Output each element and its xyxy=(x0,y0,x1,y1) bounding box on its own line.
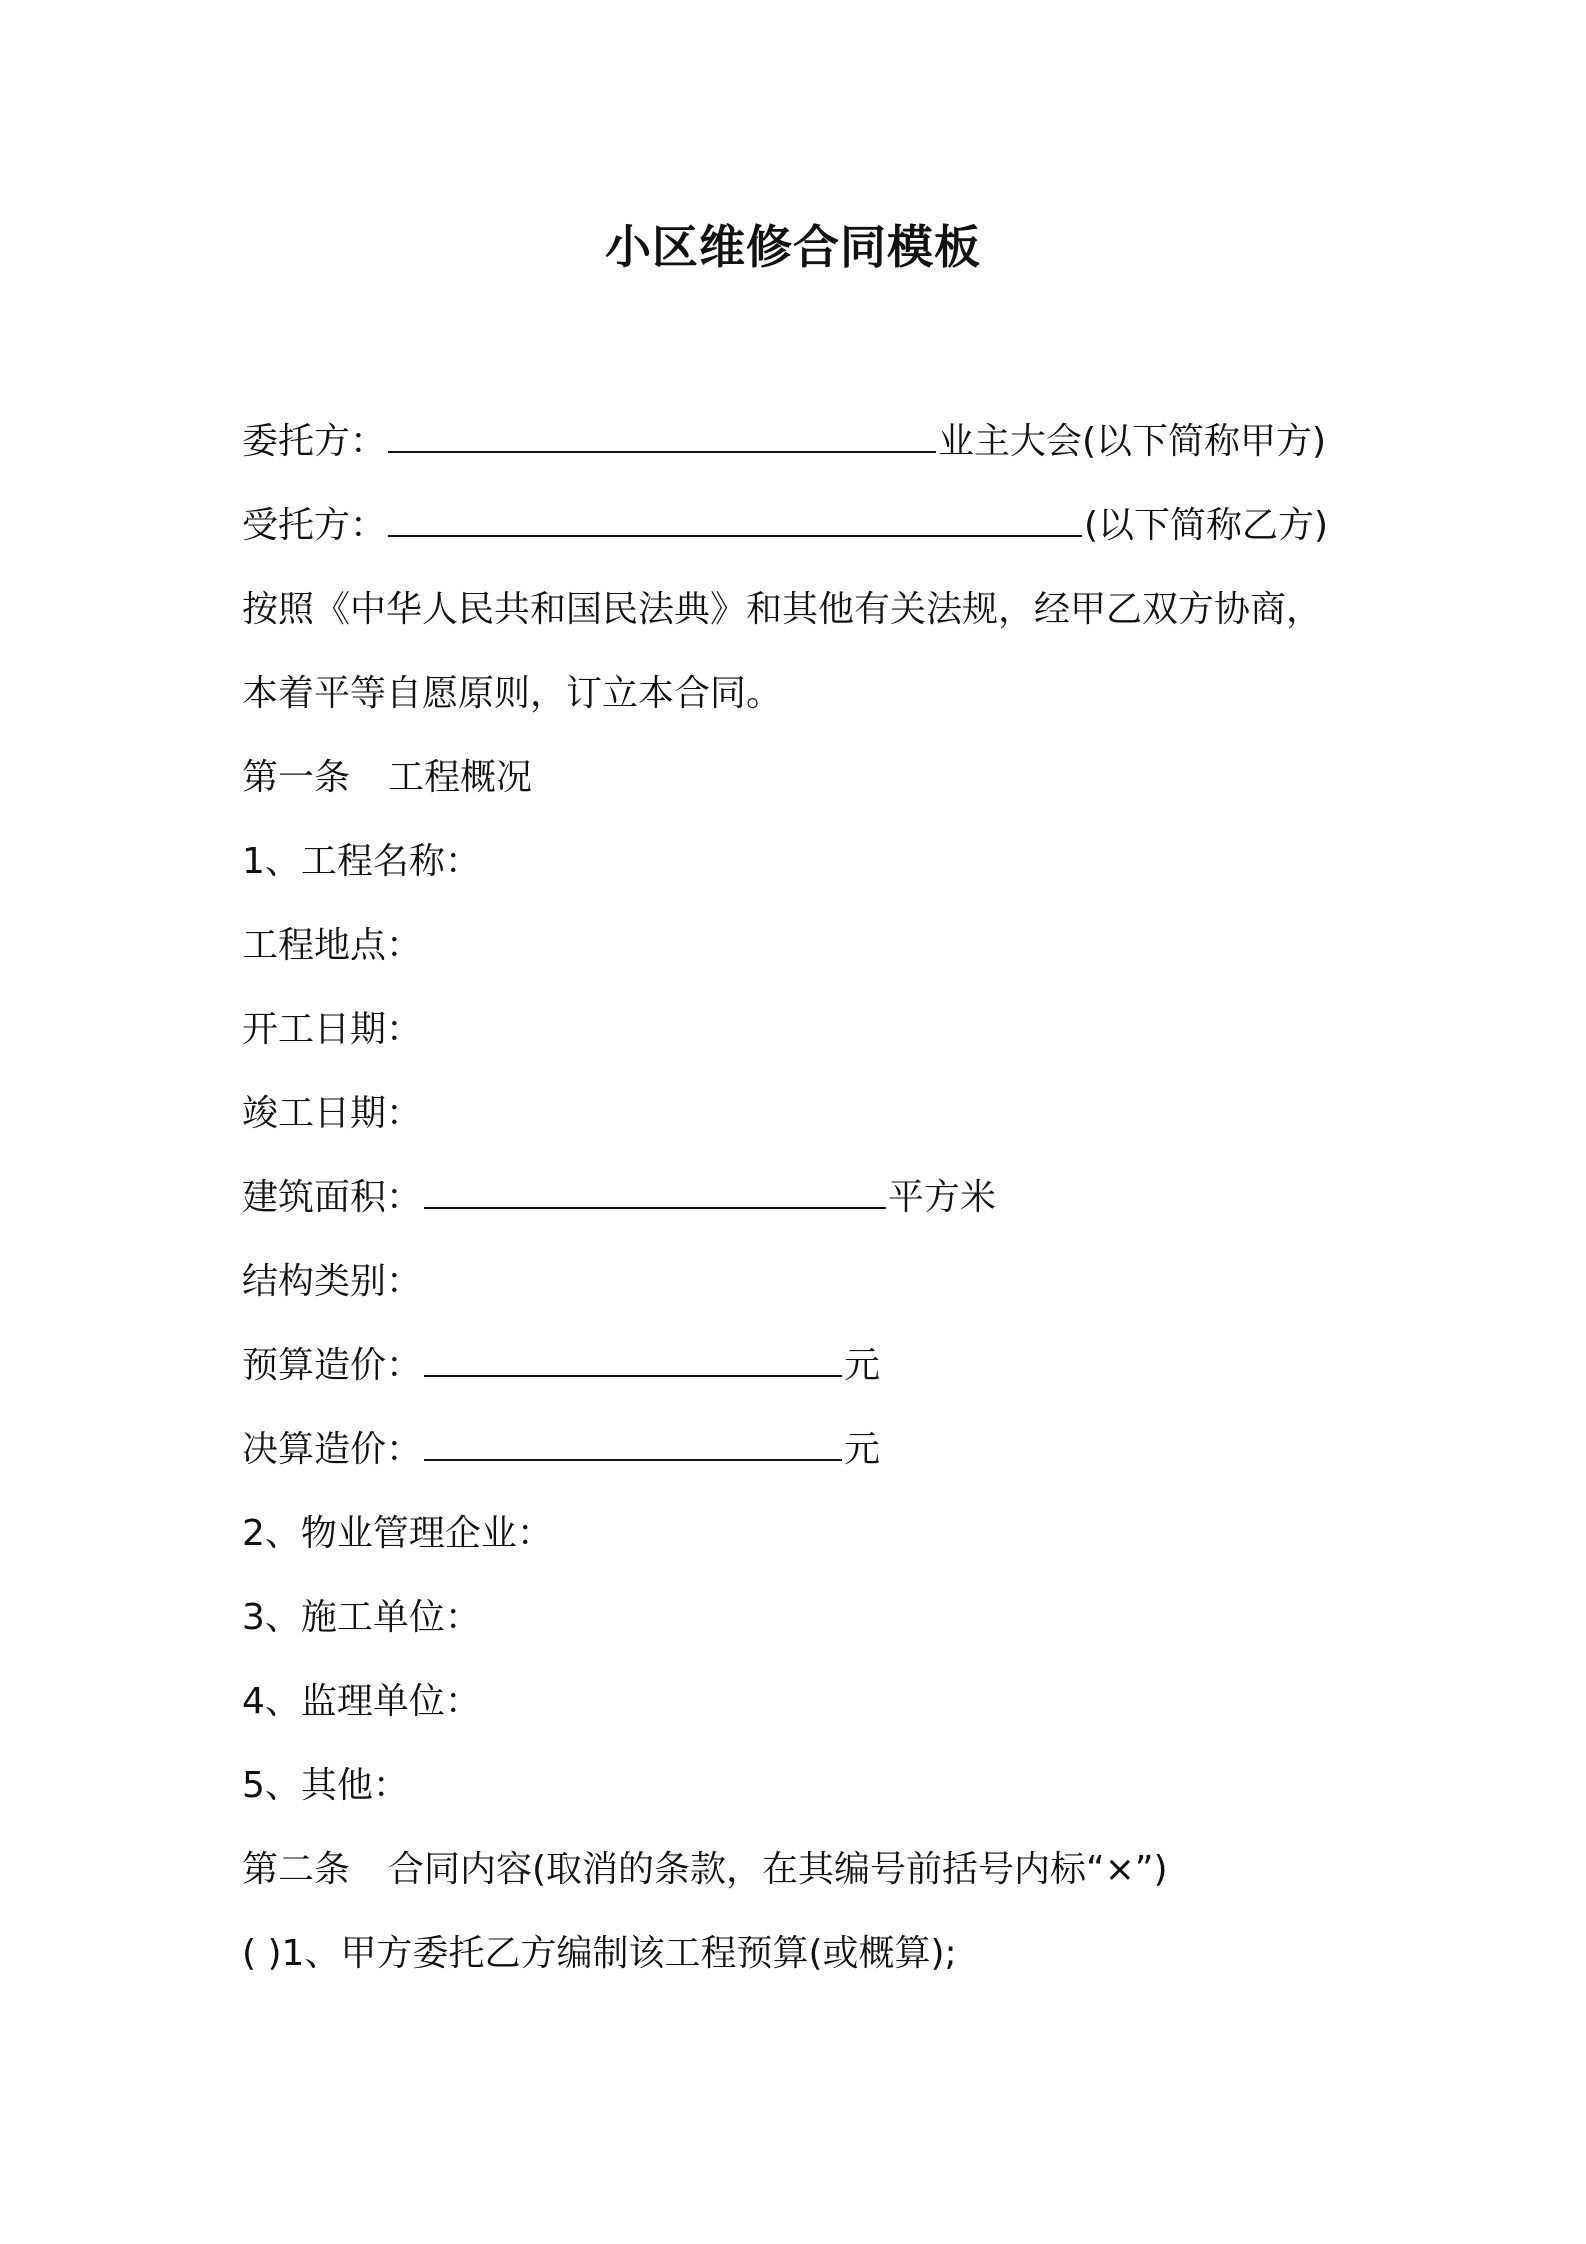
final-cost-blank[interactable] xyxy=(424,1421,842,1461)
contractor-line xyxy=(242,484,1392,568)
project-name-field: 1、工程名称： xyxy=(242,841,481,882)
contractor-blank[interactable] xyxy=(388,497,1082,537)
project-location-field: 工程地点： xyxy=(242,925,423,966)
start-date-field: 开工日期： xyxy=(242,1009,423,1050)
article-1-number: 第一条 xyxy=(242,757,351,798)
structure-type-field: 结构类别： xyxy=(242,1261,423,1302)
budget-cost-field xyxy=(242,1324,1392,1408)
budget-cost-blank[interactable] xyxy=(424,1337,842,1377)
client-label: 委托方： xyxy=(242,421,387,462)
other-field: 5、其他： xyxy=(242,1765,409,1806)
property-management-field: 2、物业管理企业： xyxy=(242,1513,553,1554)
building-area-unit: 平方米 xyxy=(888,1177,997,1218)
contractor-label: 受托方： xyxy=(242,505,387,546)
article-2-title: 合同内容(取消的条款，在其编号前括号内标“×”) xyxy=(388,1849,1168,1890)
document-title: 小区维修合同模板 xyxy=(605,220,981,274)
preamble-line-1: 按照《中华人民共和国民法典》和其他有关法规，经甲乙双方协商， xyxy=(242,589,1323,630)
building-area-blank[interactable] xyxy=(424,1169,886,1209)
article-1-heading xyxy=(242,736,1392,820)
client-suffix: 业主大会(以下简称甲方) xyxy=(938,421,1327,462)
clause-1: ( )1、甲方委托乙方编制该工程预算(或概算); xyxy=(242,1933,957,1974)
supervision-unit-field: 4、监理单位： xyxy=(242,1681,481,1722)
completion-date-field: 竣工日期： xyxy=(242,1093,423,1134)
building-area-label: 建筑面积： xyxy=(242,1177,423,1218)
budget-cost-label: 预算造价： xyxy=(242,1345,423,1386)
final-cost-field xyxy=(242,1408,1392,1492)
client-line xyxy=(242,400,1392,484)
budget-cost-unit: 元 xyxy=(844,1345,881,1386)
article-1-title: 工程概况 xyxy=(388,757,533,798)
building-area-field xyxy=(242,1156,1392,1240)
final-cost-unit: 元 xyxy=(844,1429,881,1470)
document-body xyxy=(242,400,1392,1996)
article-2-number: 第二条 xyxy=(242,1849,351,1890)
construction-unit-field: 3、施工单位： xyxy=(242,1597,481,1638)
article-2-heading xyxy=(242,1828,1392,1912)
client-blank[interactable] xyxy=(388,413,936,453)
preamble-line-2: 本着平等自愿原则，订立本合同。 xyxy=(242,673,783,714)
contractor-suffix: (以下简称乙方) xyxy=(1084,505,1329,546)
final-cost-label: 决算造价： xyxy=(242,1429,423,1470)
